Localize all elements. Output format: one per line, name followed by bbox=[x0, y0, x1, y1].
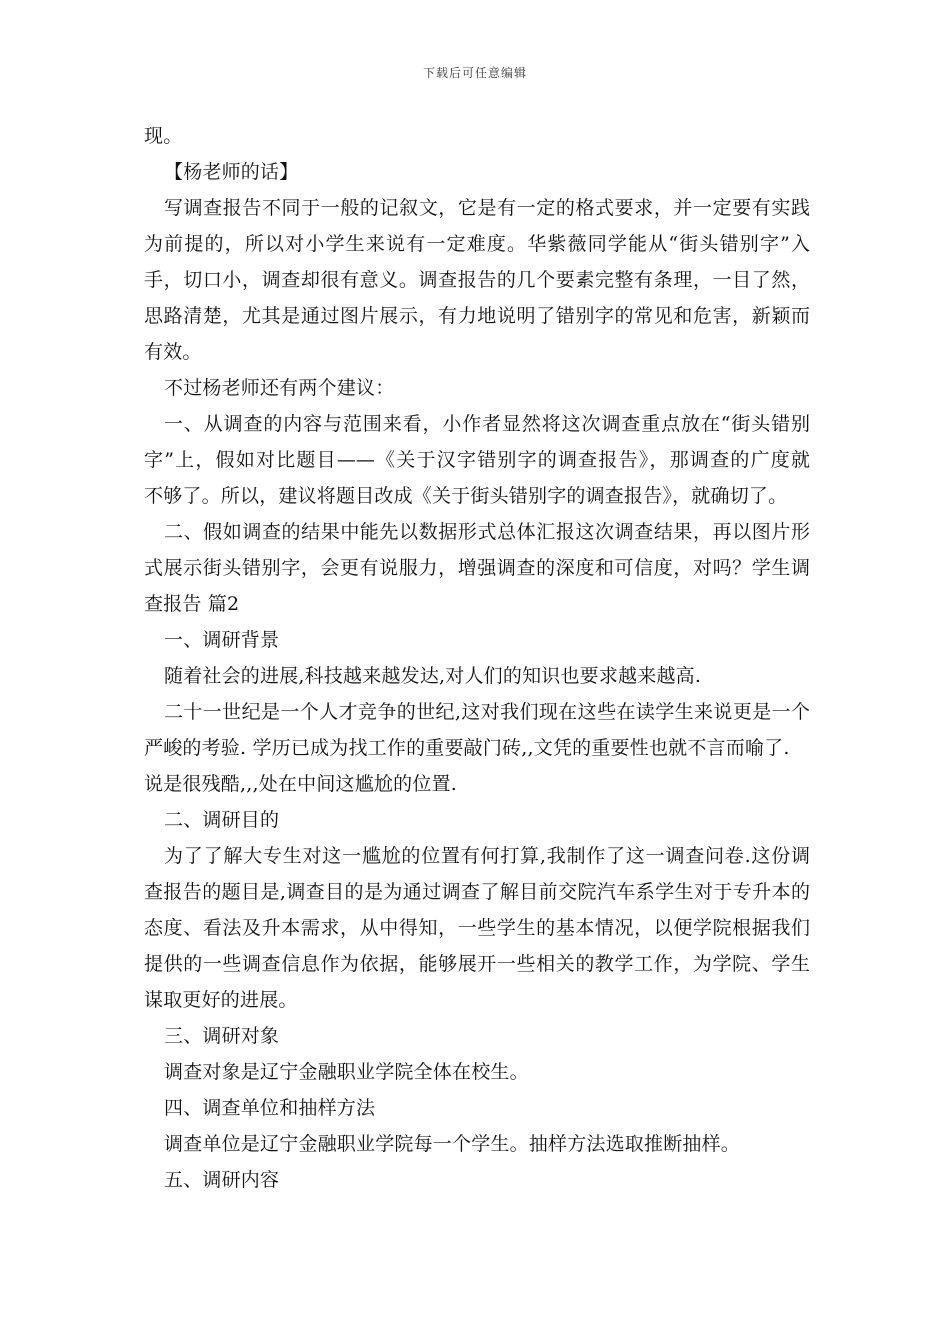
text-line: 不过杨老师还有两个建议： bbox=[164, 377, 395, 399]
text-line: 思路清楚，尤其是通过图片展示，有力地说明了错别字的常见和危害，新颖而 bbox=[144, 305, 810, 327]
text-line: 调查单位是辽宁金融职业学院每一个学生。抽样方法选取推断抽样。 bbox=[164, 1133, 741, 1155]
teacher-comment-heading: 【杨老师的话】 bbox=[164, 161, 299, 183]
text-line: 二十一世纪是一个人才竞争的世纪,这对我们现在这些在读学生来说更是一个 bbox=[164, 701, 810, 723]
text-line: 一、从调查的内容与范围来看，小作者显然将这次调查重点放在“街头错别 bbox=[164, 413, 810, 435]
text-line: 严峻的考验. 学历已成为找工作的重要敲门砖,,文凭的重要性也就不言而喻了. bbox=[144, 737, 790, 759]
text-line: 谋取更好的进展。 bbox=[144, 989, 298, 1011]
text-line: 不够了。所以，建议将题目改成《关于街头错别字的调查报告》，就确切了。 bbox=[144, 485, 788, 507]
text-line: 有效。 bbox=[144, 341, 202, 363]
text-line: 为前提的，所以对小学生来说有一定难度。华紫薇同学能从“街头错别字”入 bbox=[144, 233, 810, 255]
text-line: 说是很残酷,,,处在中间这尴尬的位置. bbox=[144, 773, 457, 795]
page-header: 下载后可任意编辑 bbox=[422, 66, 527, 80]
document-body bbox=[144, 118, 810, 1198]
section-heading: 三、调研对象 bbox=[164, 1025, 280, 1047]
text-line: 为了了解大专生对这一尴尬的位置有何打算,我制作了这一调查问卷.这份调 bbox=[164, 845, 810, 867]
section-heading: 四、调查单位和抽样方法 bbox=[164, 1097, 376, 1119]
text-line: 现。 bbox=[144, 125, 183, 147]
section-heading: 二、调研目的 bbox=[164, 809, 280, 831]
section-heading: 五、调研内容 bbox=[164, 1169, 280, 1191]
text-line: 手，切口小，调查却很有意义。调查报告的几个要素完整有条理，一目了然， bbox=[144, 269, 810, 291]
text-line: 随着社会的进展,科技越来越发达,对人们的知识也要求越来越高. bbox=[164, 665, 702, 687]
text-line: 提供的一些调查信息作为依据，能够展开一些相关的教学工作，为学院、学生 bbox=[144, 953, 810, 975]
text-line: 态度、看法及升本需求，从中得知，一些学生的基本情况，以便学院根据我们 bbox=[144, 917, 810, 939]
text-line: 字”上，假如对比题目——《关于汉字错别字的调查报告》，那调查的广度就 bbox=[144, 449, 810, 471]
text-line: 调查对象是辽宁金融职业学院全体在校生。 bbox=[164, 1061, 529, 1083]
text-line: 式展示街头错别字，会更有说服力，增强调查的深度和可信度，对吗？学生调 bbox=[144, 557, 810, 579]
text-line: 查报告 篇2 bbox=[144, 593, 240, 615]
text-line: 写调查报告不同于一般的记叙文，它是有一定的格式要求，并一定要有实践 bbox=[164, 197, 810, 219]
text-line: 查报告的题目是,调查目的是为通过调查了解目前交院汽车系学生对于专升本的 bbox=[144, 881, 810, 903]
text-line: 二、假如调查的结果中能先以数据形式总体汇报这次调查结果，再以图片形 bbox=[164, 521, 810, 543]
section-heading: 一、调研背景 bbox=[164, 629, 280, 651]
